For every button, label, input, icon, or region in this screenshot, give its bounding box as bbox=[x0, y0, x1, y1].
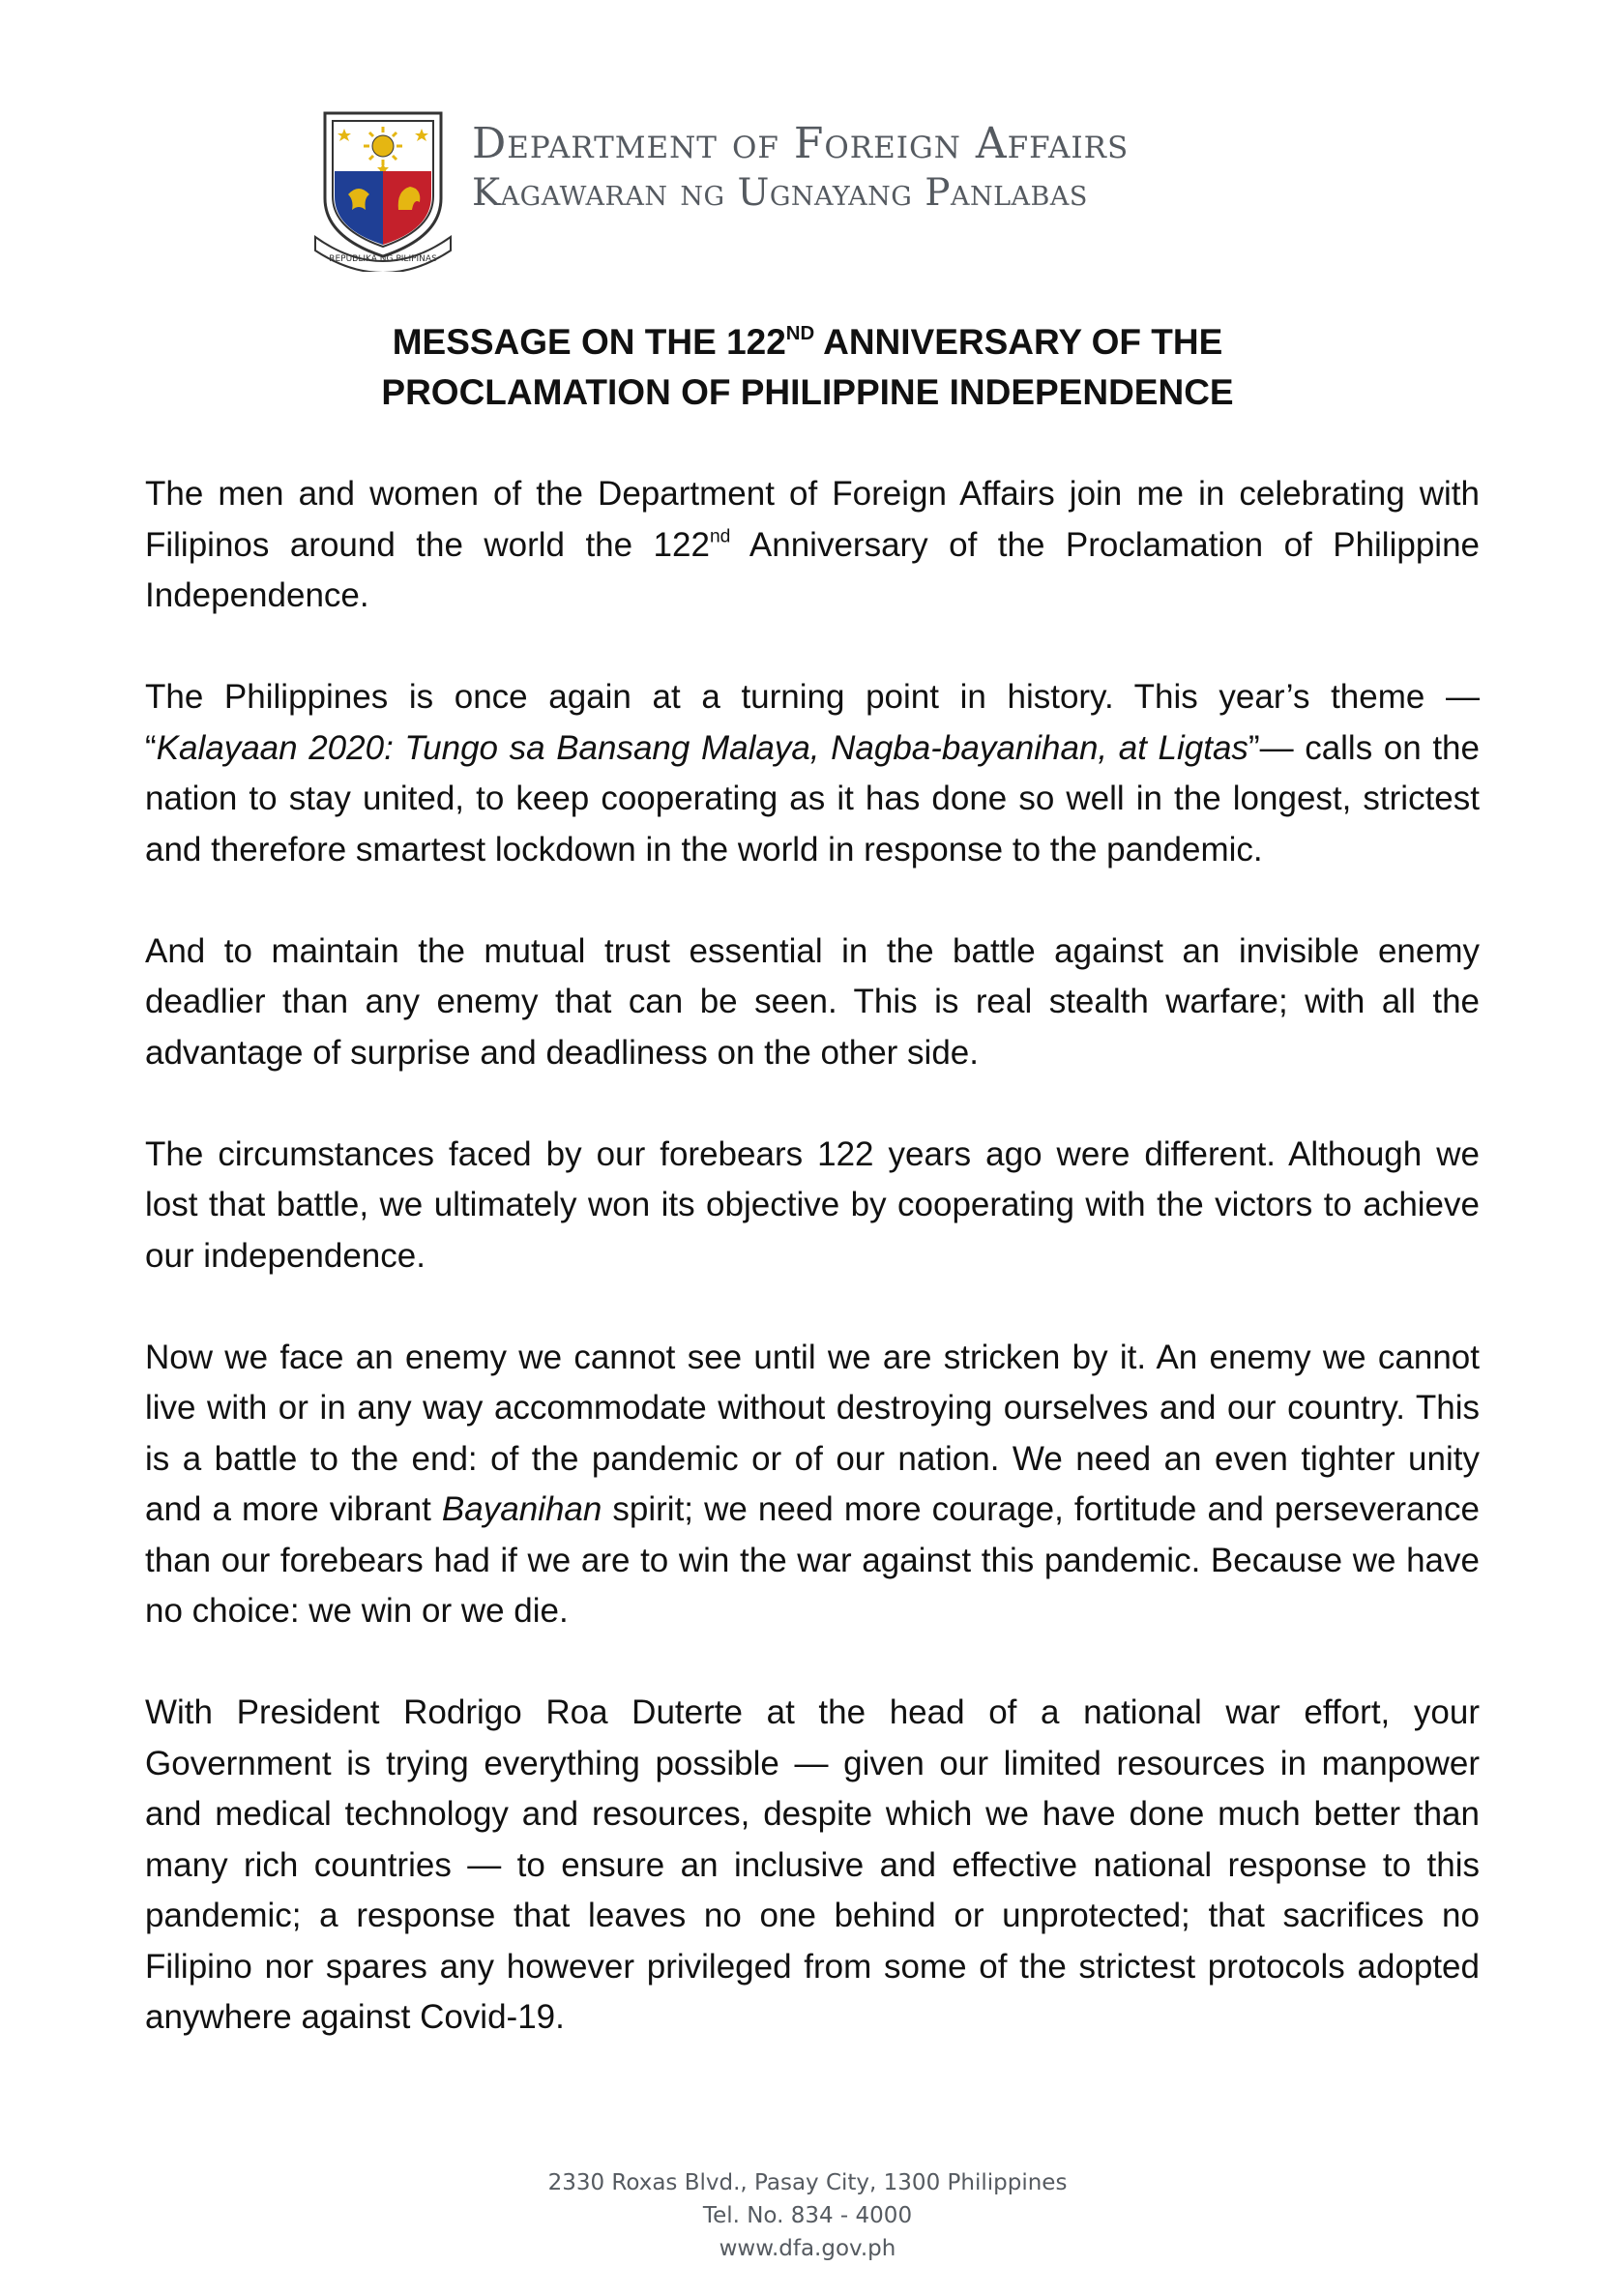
paragraph-4: The circumstances faced by our forebears 122 years ago were different. Although we lost that battle, we ultimately won its objective by cooperating with the victors to achieve our independence. bbox=[145, 1134, 1480, 1275]
footer-phone: Tel. No. 834 - 4000 bbox=[702, 2203, 913, 2228]
paragraph-2-theme: Kalayaan 2020: Tungo sa Bansang Malaya, Nagba-bayanihan, at Ligtas bbox=[156, 728, 1248, 767]
paragraph-1-text-b: Anniversary of the Proclamation of Philippine Independence. bbox=[145, 525, 1480, 614]
paragraph-5-text-a: Now we face an enemy we cannot see until we are stricken by it. An enemy we cannot live with or in any way accommodate without destroying ourselves and our country. This is a battle to the end: of the pandemic or of our nation. We need an even tighter unity and a more vibrant bbox=[145, 1338, 1480, 1528]
paragraph-5-text-b: spirit; we need more courage, fortitude and perseverance than our forebears had if we are to win the war against this pandemic. Because we have no choice: we win or we die. bbox=[145, 1490, 1480, 1630]
department-name-english: Department of Foreign Affairs bbox=[472, 119, 1130, 168]
title-line-1 bbox=[145, 317, 1470, 368]
page-title bbox=[145, 317, 1470, 418]
paragraph-2-text-b: ”— calls on the nation to stay united, to keep cooperating as it has done so well in the longest, strictest and therefore smartest lockdown in the world in response to the pandemic. bbox=[145, 728, 1480, 868]
footer-address: 2330 Roxas Blvd., Pasay City, 1300 Philippines bbox=[547, 2170, 1068, 2195]
letterhead bbox=[306, 102, 1311, 276]
paragraph-5 bbox=[145, 1333, 1480, 1637]
paragraph-1-ordinal-suffix: nd bbox=[709, 526, 731, 547]
paragraph-5-emphasis: Bayanihan bbox=[441, 1490, 602, 1528]
footer bbox=[0, 2166, 1615, 2265]
seal-ribbon-text: REPUBLIKA NG PILIPINAS bbox=[329, 254, 437, 264]
department-name-tagalog: Kagawaran ng Ugnayang Panlabas bbox=[472, 171, 1088, 215]
dfa-seal-logo bbox=[306, 102, 460, 272]
footer-website: www.dfa.gov.ph bbox=[719, 2236, 896, 2261]
title-line-1-rest: ANNIVERSARY OF THE bbox=[814, 322, 1223, 362]
title-line-2: PROCLAMATION OF PHILIPPINE INDEPENDENCE bbox=[381, 372, 1234, 412]
paragraph-1-text-a: The men and women of the Department of Foreign Affairs join me in celebrating with Filipinos around the world the 122 bbox=[145, 475, 1480, 564]
paragraph-2 bbox=[145, 672, 1480, 875]
title-ordinal-suffix: ND bbox=[785, 322, 815, 344]
paragraph-2-text-a: The Philippines is once again at a turning point in history. This year’s theme — “ bbox=[145, 678, 1480, 767]
paragraph-6: With President Rodrigo Roa Duterte at the head of a national war effort, your Government is trying everything possible — given our limited resources in manpower and medical technology and resources, despite which we have done much better than many rich countries — to ensure an inclusive and effective national response to this pandemic; a response that leaves no one behind or unprotected; that sacrifices no Filipino nor spares any however privileged from some of the strictest protocols adopted anywhere against Covid-19. bbox=[145, 1693, 1480, 2036]
message-body bbox=[145, 469, 1480, 2094]
title-line-1-text: MESSAGE ON THE 122 bbox=[392, 322, 786, 362]
department-names bbox=[472, 119, 1129, 218]
paragraph-3: And to maintain the mutual trust essential in the battle against an invisible enemy deadlier than any enemy that can be seen. This is real stealth warfare; with all the advantage of surprise and deadliness on the other side. bbox=[145, 931, 1480, 1072]
paragraph-1 bbox=[145, 469, 1480, 622]
